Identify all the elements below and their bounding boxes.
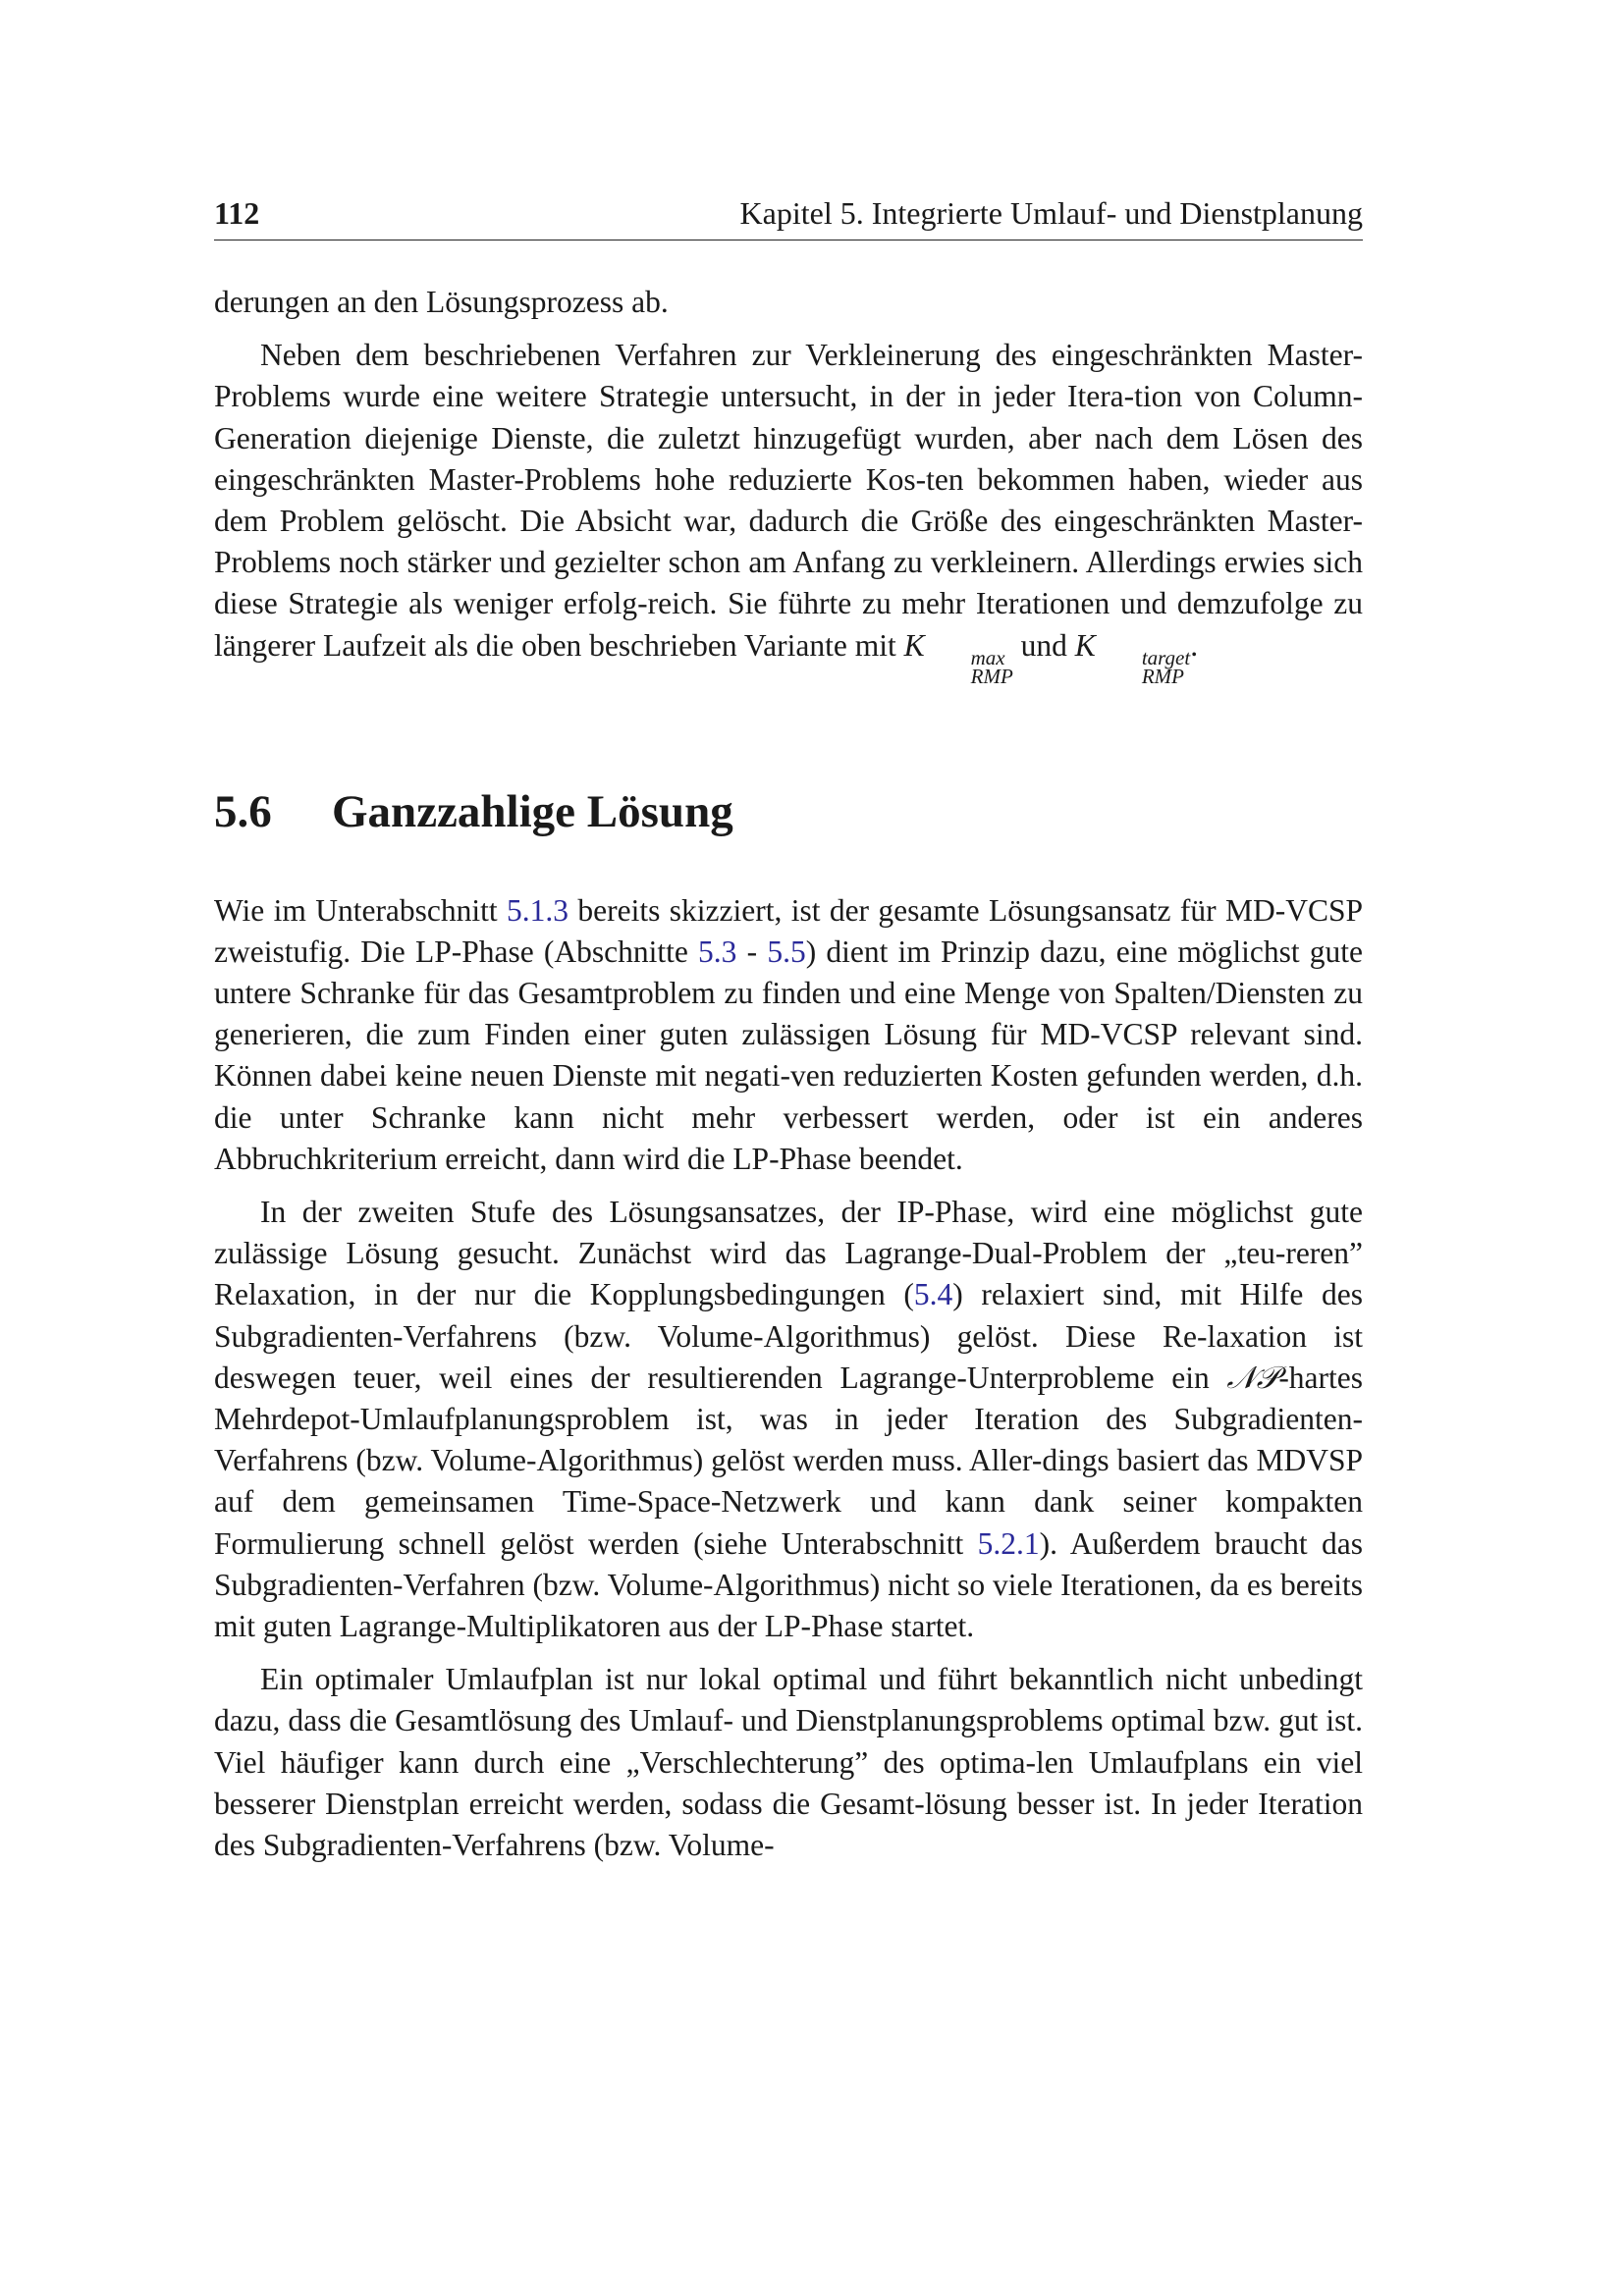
text-run: -hartes Mehrdepot-Umlaufplanungsproblem ist, was in jeder Iteration des Subgradienten-Verfahrens (bzw. Volume-Algorithmus) gelöst werden muss. Aller-dings basiert das MDVSP auf dem gemeinsamen Time-Space-Netzwerk und kann dank seiner kompakten Formulierung schnell gelöst werden (siehe Unterabschnitt: [214, 1360, 1364, 1561]
page: [214, 192, 1363, 1866]
sup-max: max: [970, 645, 1005, 669]
text-run: ) relaxiert sind, mit Hilfe des Subgradienten-Verfahrens (bzw. Volume-Algorithmus) gelöst. Diese Re-laxation ist deswegen teuer, weil eines der resultierenden Lagrange-Unterprobleme ein: [214, 1277, 1363, 1395]
text-run: In der zweiten Stufe des Lösungsansatzes, der IP-Phase, wird eine möglichst gute zulässige Lösung gesucht. Zunächst wird das Lagrange-Dual-Problem der „teu-reren” Relaxation, in der nur die Kopplungsbedingungen (: [214, 1195, 1363, 1312]
ref-subsection-5-2-1[interactable]: 5.2.1: [977, 1525, 1040, 1561]
k-symbol: K: [1074, 627, 1096, 663]
paragraph-continuation: derungen an den Lösungsprozess ab.: [214, 285, 669, 319]
body-text: [214, 282, 1363, 1866]
ref-section-5-5[interactable]: 5.5: [767, 934, 806, 969]
k-max-scripts: [925, 645, 1013, 688]
section-title: Ganzzahlige Lösung: [332, 785, 733, 837]
sub-rmp: RMP: [1141, 664, 1184, 688]
text-run: bereits skizziert, ist der gesamte Lösungsansatz für MD-VCSP zweistufig. Die LP-Phase (Abschnitte: [214, 892, 1363, 969]
paragraph-two-stage: [214, 890, 1363, 1180]
page-number: 112: [214, 195, 260, 231]
paragraph-optimal-plan: Ein optimaler Umlaufplan ist nur lokal optimal und führt bekanntlich nicht unbedingt dazu, dass die Gesamtlösung des Umlauf- und Dienstplanungsproblems optimal bzw. gut ist. Viel häufiger kann durch eine „Verschlechterung” des optima-len Umlaufplans ein viel besserer Dienstplan erreicht werden, sodass die Gesamt-lösung besser ist. In jeder Iteration des Subgradienten-Verfahrens (bzw. Volume-: [214, 1662, 1363, 1863]
ref-section-5-3[interactable]: 5.3: [698, 934, 737, 969]
running-header: [214, 192, 1363, 240]
text-run: Wie im Unterabschnitt: [214, 892, 498, 928]
text-run: -: [746, 934, 758, 969]
and-word: und: [1020, 627, 1067, 663]
k-symbol: K: [903, 627, 925, 663]
sub-rmp: RMP: [970, 664, 1013, 688]
sup-target: target: [1141, 645, 1191, 669]
k-target-scripts: [1096, 645, 1191, 688]
text-run: ) dient im Prinzip dazu, eine möglichst gute untere Schranke für das Gesamtproblem zu finden und eine Menge von Spalten/Diensten zu generieren, die zum Finden einer guten zulässigen Lösung für MD-VCSP relevant sind. Können dabei keine neuen Dienste mit negati-ven reduzierten Kosten gefunden werden, d.h. die unter Schranke kann nicht mehr verbessert werden, oder ist ein anderes Abbruchkriterium erreicht, dann wird die LP-Phase beendet.: [214, 934, 1364, 1176]
text-run: ). Außerdem braucht das Subgradienten-Verfahren (bzw. Volume-Algorithmus) nicht so viele Iterationen, da es bereits mit guten Lagrange-Multiplikatoren aus der LP-Phase startet.: [214, 1525, 1363, 1644]
section-number: 5.6: [214, 785, 272, 837]
chapter-title: Kapitel 5. Integrierte Umlauf- und Dienstplanung: [739, 195, 1363, 231]
np-symbol: 𝒩𝒫: [1226, 1360, 1279, 1396]
section-heading: [214, 784, 1363, 839]
paragraph-strategy-text: Neben dem beschriebenen Verfahren zur Verkleinerung des eingeschränkten Master-Problems wurde eine weitere Strategie untersucht, in der in jeder Itera-tion von Column-Generation diejenige Dienste, die zuletzt hinzugefügt wurden, aber nach dem Lösen des eingeschränkten Master-Problems hohe reduzierte Kos-ten bekommen haben, wieder aus dem Problem gelöscht. Die Absicht war, dadurch die Größe des eingeschränkten Master-Problems noch stärker und gezielter schon am Anfang zu verkleinern. Allerdings erwies sich diese Strategie als weniger erfolg-reich. Sie führte zu mehr Iterationen und demzufolge zu längerer Laufzeit als die oben beschrieben Variante mit: [214, 338, 1363, 663]
sentence-end: .: [1190, 627, 1199, 663]
paragraph-ip-phase: [214, 1192, 1363, 1647]
k-target-rmp-formula: [1074, 627, 1191, 688]
ref-equation-5-4[interactable]: 5.4: [913, 1277, 953, 1312]
k-max-rmp-formula: [903, 627, 1013, 688]
paragraph-strategy: [214, 335, 1363, 688]
ref-subsection-5-1-3[interactable]: 5.1.3: [507, 892, 569, 928]
